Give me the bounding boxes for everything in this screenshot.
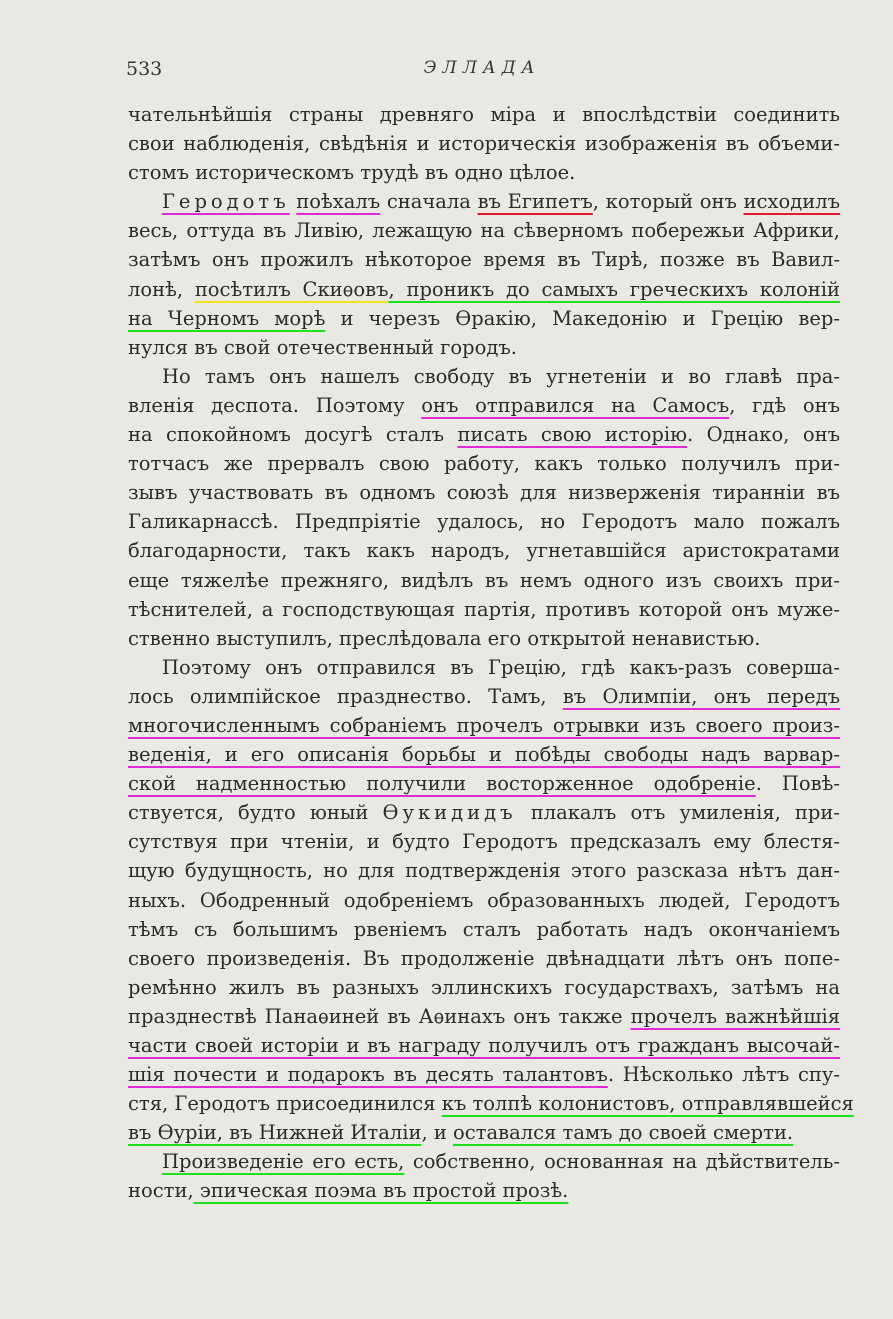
text-line: щую будущность, но для подтвержденія этого разсказа нѣтъ дан-	[128, 859, 840, 883]
page-body	[128, 100, 854, 1206]
description-highlight: веденія, и его описанія борьбы и побѣды свободы надъ варвар-	[128, 743, 840, 767]
work-is-highlight: Произведеніе его есть,	[162, 1150, 405, 1174]
black-sea-highlight: на Черномъ морѣ	[128, 306, 326, 330]
text-line: тотчасъ же прервалъ свою работу, какъ только получилъ при-	[128, 452, 840, 476]
text-line: чательнѣйшія страны древняго міра и впослѣдствіи соединить	[128, 103, 840, 126]
thucydides-name: Ѳукидидъ	[382, 801, 517, 825]
text-line	[128, 420, 840, 449]
text-line	[128, 1089, 854, 1118]
text-line: Поэтому онъ отправился въ Грецію, гдѣ какъ-разъ совершa-	[162, 655, 840, 679]
text-span: ности,	[128, 1179, 194, 1203]
went-highlight: поѣхалъ	[296, 190, 381, 214]
text-line: ственно выступилъ, преслѣдовала его открытой ненавистью.	[128, 626, 761, 650]
text-line	[128, 740, 840, 769]
text-span: , который онъ	[592, 190, 744, 214]
text-span: празднествѣ Панаѳиней въ Аѳинахъ онъ также	[128, 1004, 623, 1028]
text-span: . Однако, онъ	[687, 423, 840, 447]
text-line	[128, 1031, 840, 1060]
text-line: сутствуя при чтеніи, и будто Геродотъ предсказалъ ему блестя-	[128, 830, 840, 854]
text-line: своего произведенія. Въ продолженіе двѣнадцати лѣтъ онъ попе-	[128, 946, 840, 970]
samos-highlight: онъ отправился на Самосъ	[421, 393, 730, 417]
approval-highlight: ской надменностью получили восторженное одобреніе	[128, 772, 756, 796]
page-number: 533	[126, 58, 163, 80]
text-line	[128, 1002, 840, 1031]
text-span: . Нѣсколько лѣтъ спу-	[607, 1063, 840, 1087]
text-span: и черезъ Ѳракію, Македонію и Грецію вер-	[325, 306, 840, 330]
text-line: тѣснителей, а господствующая партія, противъ которой онъ муже-	[128, 597, 840, 621]
honors-highlight: шія почести и подарокъ въ десять талантовъ	[128, 1063, 608, 1087]
text-line	[128, 1147, 840, 1176]
traveled-highlight: исходилъ	[743, 190, 840, 214]
text-line: благодарности, такъ какъ народъ, угнетавшійся аристократами	[128, 539, 840, 563]
text-line: тѣмъ съ большимъ рвеніемъ сталъ работать надъ окончаніемъ	[128, 917, 840, 941]
text-span: сначала	[380, 190, 478, 214]
text-span: плакалъ отъ умиленія, при-	[530, 801, 841, 825]
text-line	[128, 304, 840, 333]
text-line	[128, 275, 840, 304]
remained-highlight: оставался тамъ до своей смерти.	[453, 1121, 794, 1145]
thurii-highlight: въ Ѳуріи, въ Нижней Италіи	[128, 1121, 422, 1145]
colonists-highlight: къ толпѣ колонистовъ, отправлявшейся	[441, 1092, 854, 1116]
epic-highlight: эпическая поэма въ простой прозѣ.	[193, 1179, 569, 1203]
text-span: лось олимпійское празднество. Тамъ,	[128, 684, 547, 708]
text-span: ствуется, будто юный	[128, 801, 369, 825]
text-span: . Повѣ-	[755, 772, 840, 796]
read-most-highlight: прочелъ важнѣйшія	[630, 1004, 841, 1028]
colonies-highlight: , проникъ до самыхъ греческихъ колоній	[388, 277, 840, 301]
text-line	[128, 711, 840, 740]
text-span: стя, Геродотъ присоединился	[128, 1092, 442, 1116]
text-span: лонѣ,	[128, 277, 195, 301]
text-span: собственно, основанная на дѣйствитель-	[404, 1150, 840, 1174]
text-span: на спокойномъ досугѣ сталъ	[128, 423, 458, 447]
text-line	[128, 682, 840, 711]
text-line	[128, 1060, 840, 1089]
text-line: свои наблюденія, свѣдѣнія и историческія изображенія въ объеми-	[128, 132, 840, 156]
text-line	[128, 391, 840, 420]
reading-highlight: многочисленнымъ собраніемъ прочелъ отрывки изъ своего произ-	[128, 713, 840, 737]
text-line	[128, 1176, 840, 1205]
text-span: , и	[421, 1121, 454, 1145]
text-line: затѣмъ онъ прожилъ нѣкоторое время въ Тирѣ, позже въ Вавил-	[128, 248, 840, 272]
text-line: еще тяжелѣе прежняго, видѣлъ въ немъ одного изъ своихъ при-	[128, 568, 840, 592]
text-line: стомъ историческомъ трудѣ въ одно цѣлое.	[128, 161, 576, 185]
text-line	[128, 1118, 840, 1147]
running-title: ЭЛЛАДА	[423, 58, 541, 78]
write-history-highlight: писать свою исторію	[457, 423, 688, 447]
text-line: ремѣнно жилъ въ разныхъ эллинскихъ государствахъ, затѣмъ на	[128, 975, 840, 999]
egypt-highlight: въ Египетъ	[477, 190, 593, 214]
text-span: , гдѣ онъ	[729, 393, 840, 417]
olympia-highlight: въ Олимпіи, онъ передъ	[562, 684, 840, 708]
text-line: весь, оттуда въ Ливію, лежащую на сѣверномъ побережьи Африки,	[128, 219, 840, 243]
text-line: Галикарнассѣ. Предпріятіе удалось, но Геродотъ мало пожалъ	[128, 510, 840, 534]
herodotus-highlight: Геродотъ	[162, 190, 290, 214]
parts-highlight: части своей исторіи и въ награду получилъ отъ гражданъ высочай-	[128, 1034, 840, 1057]
text-line: зывъ участвовать въ одномъ союзѣ для низверженія тиранніи въ	[128, 481, 840, 505]
text-span: вленія деспота. Поэтому	[128, 393, 422, 417]
text-line: ныхъ. Ободренный одобреніемъ образованныхъ людей, Геродотъ	[128, 888, 840, 912]
text-line: Но тамъ онъ нашелъ свободу въ угнетеніи и во главѣ пра-	[162, 364, 840, 388]
text-line: нулся въ свой отечественный городъ.	[128, 335, 517, 359]
text-line	[128, 769, 840, 798]
page-header	[126, 58, 838, 88]
text-line	[128, 798, 840, 827]
text-line	[128, 187, 840, 216]
scythians-highlight: посѣтилъ Скиѳовъ	[194, 277, 389, 301]
